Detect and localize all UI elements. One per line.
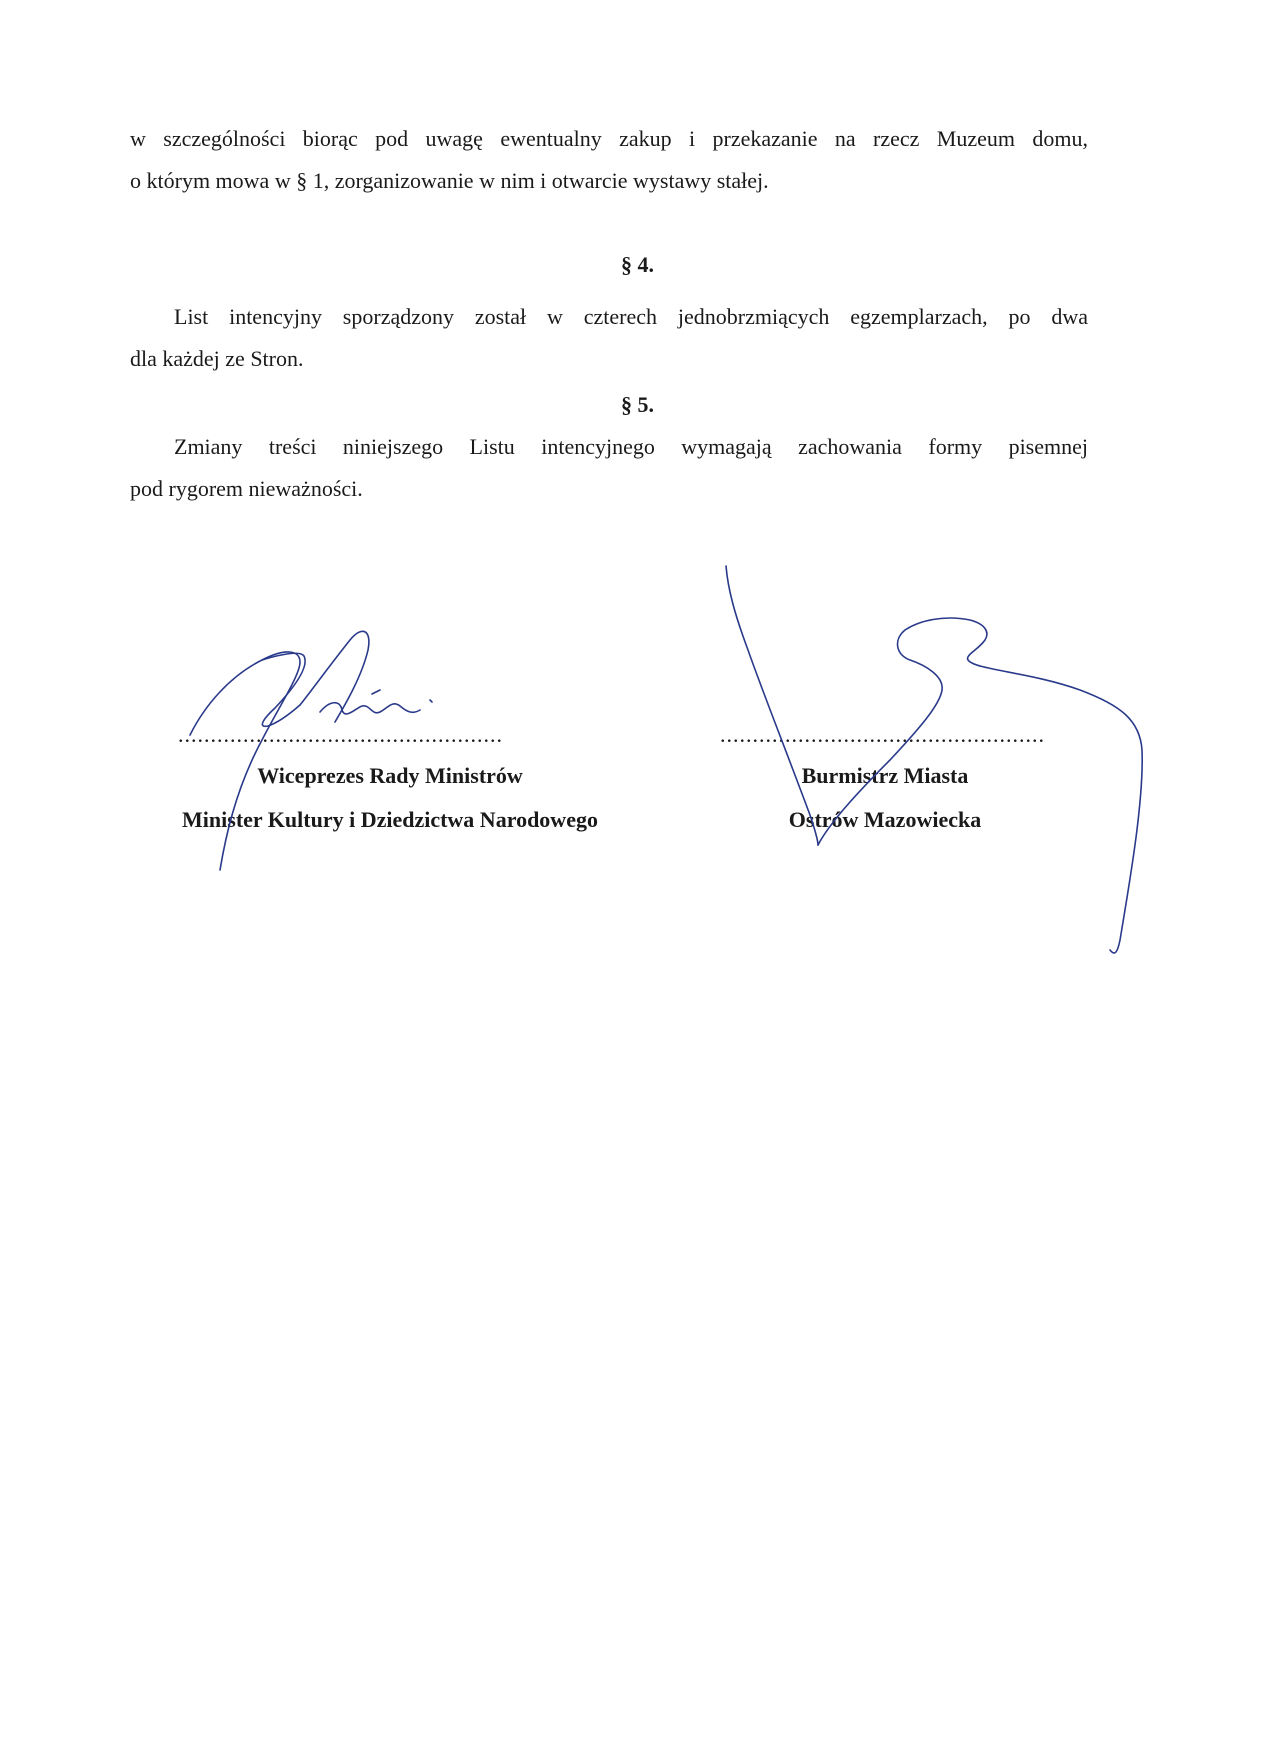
paragraph-continuation [130,118,1088,202]
left-signatory-title [150,754,630,842]
section-5-paragraph [130,426,1088,510]
right-signatory-title-line: Burmistrz Miasta [801,763,969,788]
paragraph-line: pod rygorem nieważności. [130,476,363,501]
paragraph-line: List intencyjny sporządzony został w czterech jednobrzmiących egzemplarzach, po dwa [174,304,1088,329]
section-4-paragraph [130,296,1088,380]
left-signatory-title-line: Minister Kultury i Dziedzictwa Narodowego [182,807,598,832]
section-4-heading: § 4. [621,252,654,277]
right-signature-line: .................................................. [720,722,1045,747]
left-signature-line: .................................................. [178,722,503,747]
paragraph-line: o którym mowa w § 1, zorganizowanie w nim i otwarcie wystawy stałej. [130,168,769,193]
paragraph-line: dla każdej ze Stron. [130,346,304,371]
left-signatory-title-line: Wiceprezes Rady Ministrów [257,763,523,788]
right-signatory-title [740,754,1030,842]
section-5-heading: § 5. [621,392,654,417]
right-signatory-title-line: Ostrów Mazowiecka [788,807,982,832]
paragraph-line: w szczególności biorąc pod uwagę ewentualny zakup i przekazanie na rzecz Muzeum domu, [130,126,1088,151]
paragraph-line: Zmiany treści niniejszego Listu intencyjnego wymagają zachowania formy pisemnej [174,434,1088,459]
